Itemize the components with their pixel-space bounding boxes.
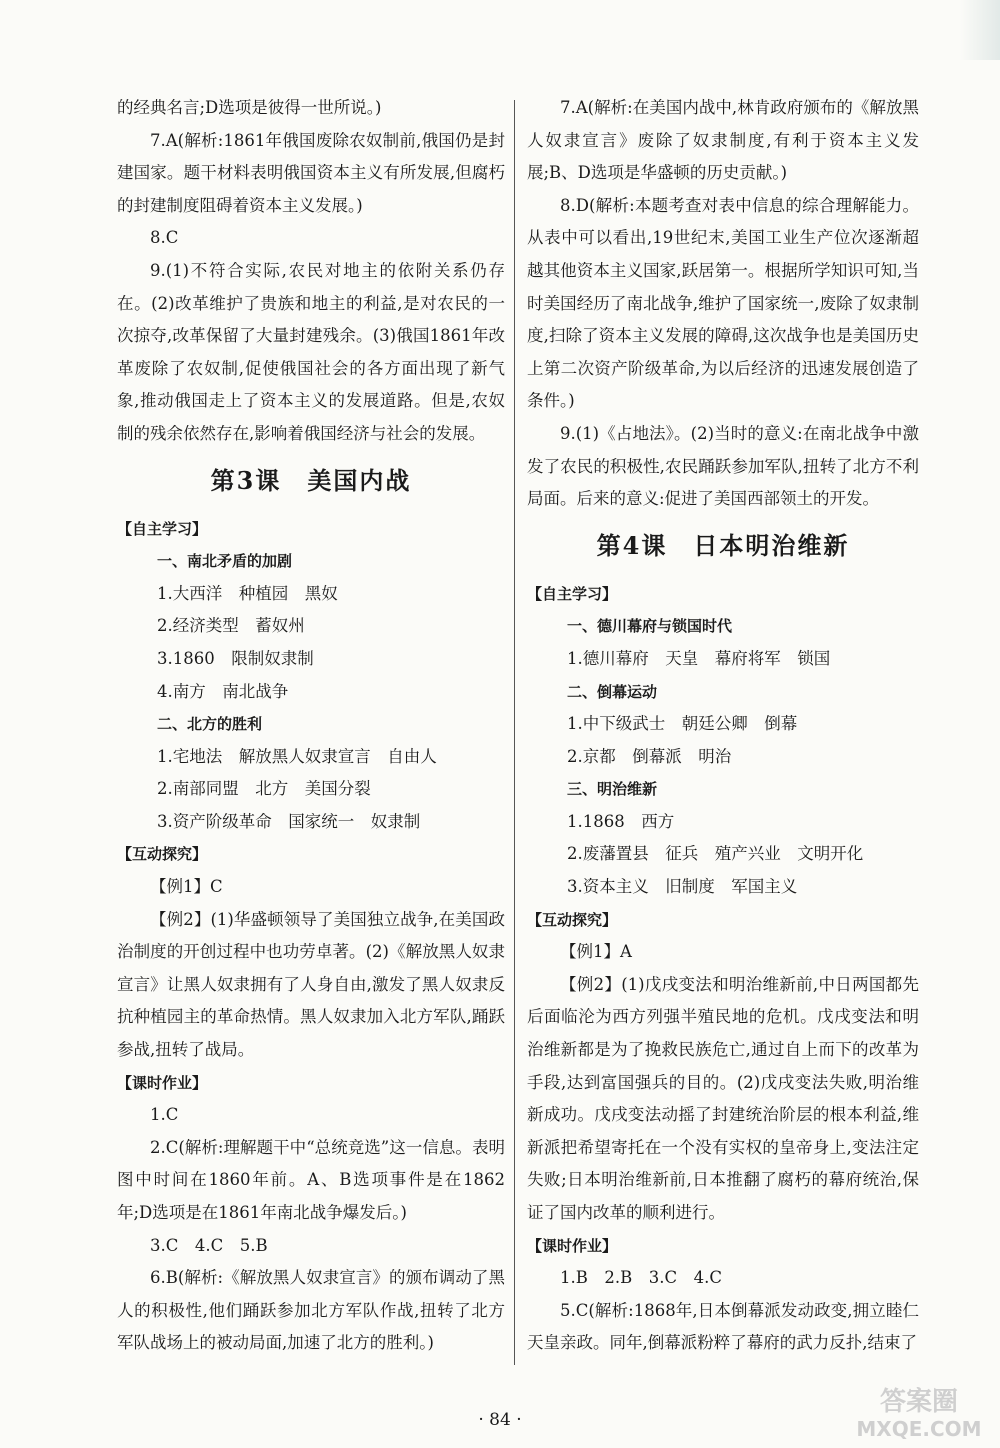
answer-paragraph: 【例1】A <box>560 942 632 962</box>
section-heading: 【课时作业】 <box>527 1236 618 1255</box>
watermark-logo <box>844 1384 994 1442</box>
answer-line: 1.德川幕府 天皇 幕府将军 锁国 <box>567 648 831 668</box>
answer-paragraph: 5.C(解析:1868年,日本倒幕派发动政变,拥立睦仁天皇亲政。同年,倒幕派粉粹了幕府的武力反扑,结束了 <box>527 1300 919 1353</box>
answer-line: 2.南部同盟 北方 美国分裂 <box>157 779 371 799</box>
page-edge-stain <box>960 0 1000 60</box>
answer-line: 4.南方 南北战争 <box>157 681 289 701</box>
answer-paragraph: 6.B(解析:《解放黑人奴隶宣言》的颁布调动了黑人的积极性,他们踊跃参加北方军队作战,扭转了北方军队战场上的被动局面,加速了北方的胜利。) <box>117 1268 505 1353</box>
answer-line: 1.宅地法 解放黑人奴隶宣言 自由人 <box>157 746 437 766</box>
subsection-heading: 二、北方的胜利 <box>157 715 263 734</box>
subsection-heading: 三、明治维新 <box>567 780 658 799</box>
answer-paragraph: 【例1】C <box>150 877 223 897</box>
answer-paragraph: 8.D(解析:本题考查对表中信息的综合理解能力。从表中可以看出,19世纪末,美国工业生产位次逐渐超越其他资本主义国家,跃居第一。根据所学知识可知,当时美国经历了南北战争,维护了国家统一,废除了奴隶制度,扫除了资本主义发展的障碍,这次战争也是美国历史上第二次资产阶级革命,为以后经济的迅速发展创造了条件。) <box>527 195 919 411</box>
answer-line: 2.经济类型 蓄奴州 <box>157 616 305 636</box>
answer-line: 1.1868 西方 <box>567 811 675 831</box>
answer-paragraph: 2.C(解析:理解题干中“总统竞选”这一信息。表明图中时间在1860年前。A、B选项事件是在1862年;D选项是在1861年南北战争爆发后。) <box>117 1137 505 1222</box>
lesson-title: 第3课 美国内战 <box>210 465 412 495</box>
answer-paragraph: 1.B 2.B 3.C 4.C <box>560 1268 722 1288</box>
answer-line: 2.废藩置县 征兵 殖产兴业 文明开化 <box>567 844 864 864</box>
answer-line: 3.资本主义 旧制度 军国主义 <box>567 877 798 897</box>
lesson-title: 第4课 日本明治维新 <box>596 530 850 560</box>
column-divider <box>514 100 515 1365</box>
subsection-heading: 二、倒幕运动 <box>567 682 658 701</box>
section-heading: 【互动探究】 <box>117 845 208 864</box>
answer-line: 3.1860 限制奴隶制 <box>157 648 314 668</box>
page-number: · 84 · <box>478 1410 522 1430</box>
watermark-url: MXQE.COM <box>856 1417 982 1441</box>
answer-paragraph: 9.(1)《占地法》。(2)当时的意义:在南北战争中激发了农民的积极性,农民踊跃参加军队,扭转了北方不利局面。后来的意义:促进了美国西部领土的开发。 <box>527 423 919 509</box>
answer-line: 3.资产阶级革命 国家统一 奴隶制 <box>157 811 421 831</box>
answer-paragraph: 的经典名言;D选项是彼得一世所说。) <box>117 98 382 117</box>
answer-paragraph: 3.C 4.C 5.B <box>150 1235 268 1255</box>
section-heading: 【互动探究】 <box>527 910 618 929</box>
right-column <box>527 92 919 1360</box>
subsection-heading: 一、南北矛盾的加剧 <box>157 552 293 571</box>
answer-paragraph: 【例2】(1)戊戌变法和明治维新前,中日两国都先后面临沦为西方列强半殖民地的危机。戊戌变法和明治维新都是为了挽救民族危亡,通过自上而下的改革为手段,达到富国强兵的目的。(2)戊戌变法失败,明治维新成功。戊戌变法动摇了封建统治阶层的根本利益,维新派把希望寄托在一个没有实权的皇帝身上,变法注定失败;日本明治维新前,日本推翻了腐朽的幕府统治,保证了国内改革的顺利进行。 <box>527 974 919 1222</box>
answer-line: 1.中下级武士 朝廷公卿 倒幕 <box>567 714 798 734</box>
answer-paragraph: 【例2】(1)华盛顿领导了美国独立战争,在美国政治制度的开创过程中也功劳卓著。(2)《解放黑人奴隶宣言》让黑人奴隶拥有了人身自由,激发了黑人奴隶反抗种植园主的革命热情。黑人奴隶加入北方军队,踊跃参战,扭转了战局。 <box>117 909 505 1060</box>
section-heading: 【课时作业】 <box>117 1073 208 1092</box>
section-heading: 【自主学习】 <box>117 519 208 538</box>
left-column <box>117 92 505 1360</box>
answer-paragraph: 9.(1)不符合实际,农民对地主的依附关系仍存在。(2)改革维护了贵族和地主的利益,是对农民的一次掠夺,改革保留了大量封建残余。(3)俄国1861年改革废除了农奴制,促使俄国社会的各方面出现了新气象,推动俄国走上了资本主义的发展道路。但是,农奴制的残余依然存在,影响着俄国经济与社会的发展。 <box>117 260 505 443</box>
section-heading: 【自主学习】 <box>527 584 618 603</box>
subsection-heading: 一、德川幕府与锁国时代 <box>567 617 733 636</box>
answer-line: 1.大西洋 种植园 黑奴 <box>157 583 338 603</box>
answer-line: 2.京都 倒幕派 明治 <box>567 746 732 766</box>
watermark-title: 答案圈 <box>879 1387 959 1417</box>
answer-paragraph: 7.A(解析:1861年俄国废除农奴制前,俄国仍是封建国家。题干材料表明俄国资本主义有所发展,但腐朽的封建制度阻碍着资本主义发展。) <box>117 130 505 215</box>
answer-paragraph: 7.A(解析:在美国内战中,林肯政府颁布的《解放黑人奴隶宣言》废除了奴隶制度,有利于资本主义发展;B、D选项是华盛顿的历史贡献。) <box>527 98 919 183</box>
answer-paragraph: 8.C <box>150 228 179 248</box>
answer-paragraph: 1.C <box>150 1105 179 1125</box>
